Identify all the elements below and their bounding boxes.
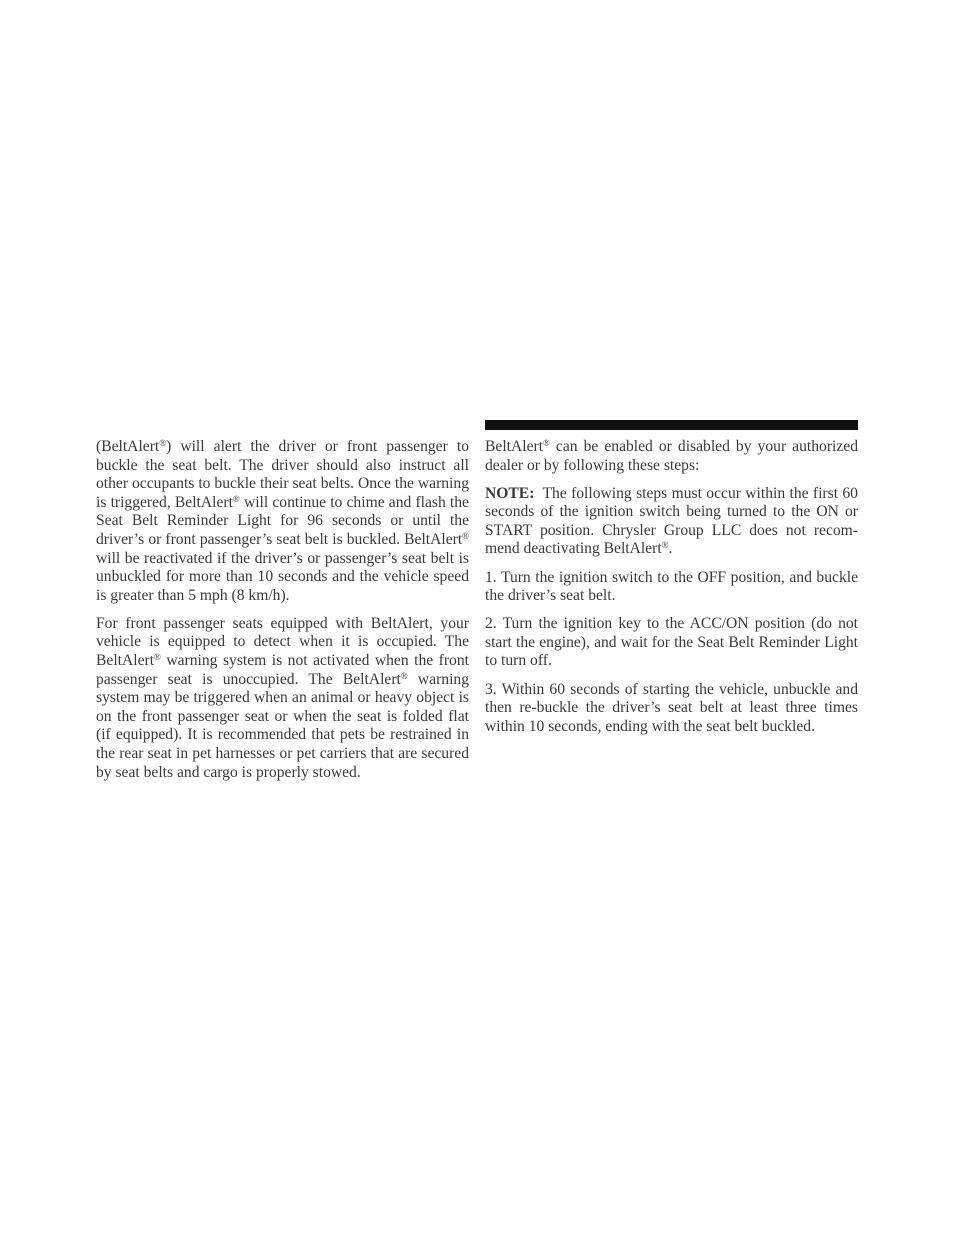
- note-label: NOTE:: [485, 484, 535, 502]
- text-run: BeltAlert: [485, 438, 544, 455]
- text-run: can be enabled or disabled by your authorized dealer or by following these steps:: [485, 438, 858, 474]
- registered-mark: ®: [661, 540, 669, 551]
- step-1: 1. Turn the ignition switch to the OFF position, and buckle the driver’s seat belt.: [485, 568, 858, 605]
- step-3: 3. Within 60 seconds of starting the vehicle, unbuckle and then re-buckle the driver’s seat belt at least three times within 10 seconds, ending with the seat belt buckled.: [485, 680, 858, 735]
- beltalert-description-paragraph: [96, 438, 469, 605]
- text-run: will continue to chime and flash the Seat Belt Reminder Light for 96 seconds or until the driver’s or front passenger’s seat belt is buckled. BeltAlert: [96, 493, 469, 548]
- text-run: (BeltAlert: [96, 438, 160, 455]
- right-column: [485, 438, 858, 746]
- text-run: The following steps must occur within the first 60 seconds of the ignition switch being turned to the ON or START position. Chrysler Group LLC does not recommend deactivating BeltAlert: [485, 484, 858, 558]
- text-run: warning system may be triggered when an animal or heavy object is on the front passenger seat or when the seat is folded flat (if equipped). It is recommended that pets be restrained in the rear seat in pet harnesses or pet carriers that are secured by seat belts and cargo is properly stowed.: [96, 670, 469, 781]
- text-run: ) will alert the driver or front passenger to buckle the seat belt. The driver should also instruct all other occupants to buckle their seat belts. Once the warning is triggered, BeltAlert: [96, 438, 469, 511]
- text-run: will be reactivated if the driver’s or passenger’s seat belt is unbuckled for more than 10 seconds and the vehicle speed is greater than 5 mph (8 km/h).: [96, 549, 469, 604]
- section-header-rule: [485, 420, 858, 430]
- registered-mark: ®: [159, 438, 167, 448]
- registered-mark: ®: [154, 652, 161, 663]
- text-run: warning system is not activated when the front passenger seat is unoccupied. The BeltAlert: [96, 652, 469, 688]
- enable-disable-paragraph: [485, 438, 858, 475]
- text-run: For front passenger seats equipped with BeltAlert, your vehicle is equipped to detect when it is occupied. The BeltAlert: [96, 614, 469, 670]
- registered-mark: ®: [232, 493, 240, 504]
- registered-mark: ®: [462, 530, 469, 541]
- note-paragraph: [485, 485, 858, 559]
- registered-mark: ®: [400, 670, 408, 681]
- text-run: .: [668, 540, 673, 558]
- registered-mark: ®: [543, 438, 550, 448]
- left-column: [96, 438, 469, 792]
- front-passenger-paragraph: [96, 615, 469, 782]
- step-2: 2. Turn the ignition key to the ACC/ON position (do not start the engine), and wait for the Seat Belt Reminder Light to turn off.: [485, 615, 858, 670]
